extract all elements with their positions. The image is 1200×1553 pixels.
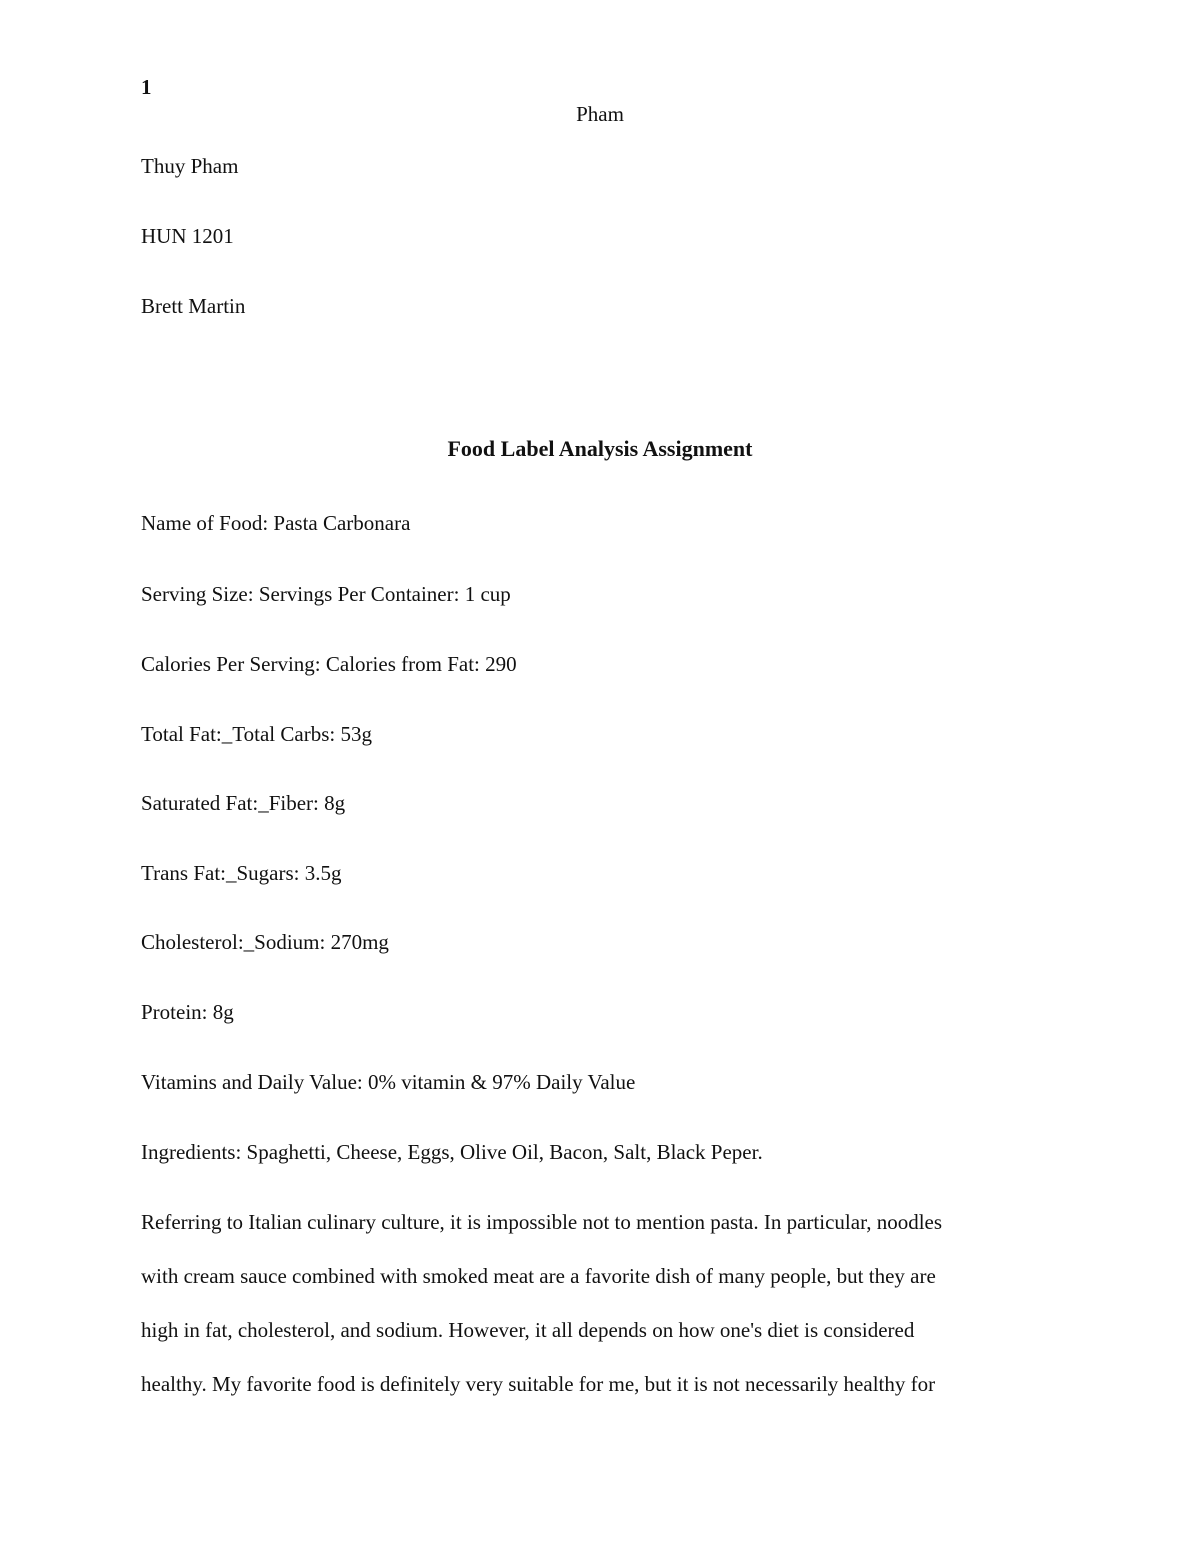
field-ingredients: Ingredients: Spaghetti, Cheese, Eggs, Olive Oil, Bacon, Salt, Black Peper. [141, 1140, 763, 1164]
field-vitamins: Vitamins and Daily Value: 0% vitamin & 97% Daily Value [141, 1070, 636, 1094]
field-saturated-fat: Saturated Fat:_Fiber: 8g [141, 791, 346, 815]
field-serving-size: Serving Size: Servings Per Container: 1 cup [141, 582, 511, 606]
field-food-name: Name of Food: Pasta Carbonara [141, 511, 411, 535]
instructor-name: Brett Martin [141, 294, 246, 318]
field-calories: Calories Per Serving: Calories from Fat: 290 [141, 652, 517, 676]
course-code: HUN 1201 [141, 224, 234, 248]
field-cholesterol: Cholesterol:_Sodium: 270mg [141, 930, 389, 954]
body-paragraph [141, 1209, 1046, 1425]
field-total-fat: Total Fat:_Total Carbs: 53g [141, 722, 372, 746]
paragraph-line: high in fat, cholesterol, and sodium. However, it all depends on how one's diet is considered [141, 1318, 915, 1342]
running-head: Pham [576, 102, 624, 126]
page-number: 1 [141, 75, 152, 99]
paragraph-line: healthy. My favorite food is definitely very suitable for me, but it is not necessarily healthy for [141, 1372, 936, 1396]
field-protein: Protein: 8g [141, 1000, 234, 1024]
paragraph-line: Referring to Italian culinary culture, it is impossible not to mention pasta. In particular, noodles [141, 1210, 943, 1234]
document-title: Food Label Analysis Assignment [447, 436, 753, 461]
student-name: Thuy Pham [141, 154, 239, 178]
field-trans-fat: Trans Fat:_Sugars: 3.5g [141, 861, 342, 885]
paragraph-line: with cream sauce combined with smoked meat are a favorite dish of many people, but they are [141, 1264, 936, 1288]
